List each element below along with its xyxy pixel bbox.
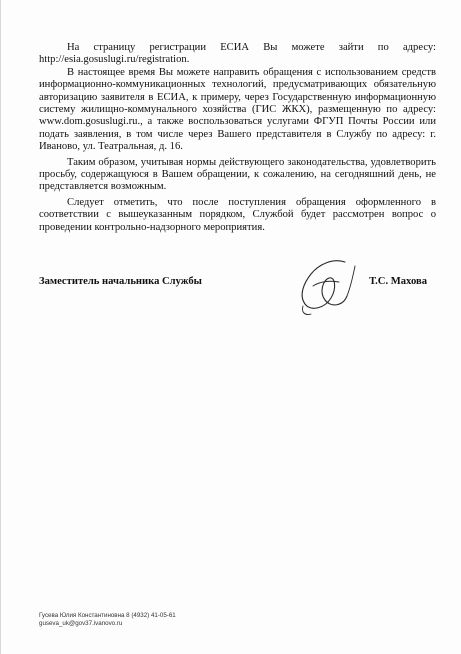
signature-block [39,276,427,296]
paragraph-conclusion: Таким образом, учитывая нормы действующего законодательства, удовлетворить просьбу, содержащуюся в Вашем обращении, к сожалению, на сегодняшний день, не представляется возможным. [39,156,436,193]
paragraph-esia-registration: На страницу регистрации ЕСИА Вы можете зайти по адресу: http://esia.gosuslugi.ru/registration. [39,42,436,66]
paragraph-further-action: Следует отметить, что после поступления обращения оформленного в соответствии с вышеуказанным порядком, Службой будет рассмотрен вопрос о проведении контрольно-надзорного мероприятия. [39,196,436,233]
paragraph-electronic-appeals: В настоящее время Вы можете направить обращения с использованием средств информационно-коммуникационных технологий, предусматривающих обязательную авторизацию заявителя в ЕСИА, к примеру, через Государственную информационную систему жилищно-коммунального хозяйства (ГИС ЖКХ), размещенную по адресу: www.dom.gosuslugi.ru., а также воспользоваться услугами ФГУП Почты России или подать заявления, в том числе через Вашего представителя в Службу по адресу: г. Иваново, ул. Театральная, д. 16. [39,66,436,153]
signatory-name: Т.С. Махова [369,276,427,287]
executor-footer [39,612,299,628]
letter-body [39,42,436,237]
signatory-position: Заместитель начальника Службы [39,276,202,287]
executor-email: guseva_uk@gov37.ivanovo.ru [39,620,123,627]
executor-contact: Гусева Юлия Константиновна 8 (4932) 41-05-61 [39,612,176,619]
handwritten-signature [285,256,365,320]
